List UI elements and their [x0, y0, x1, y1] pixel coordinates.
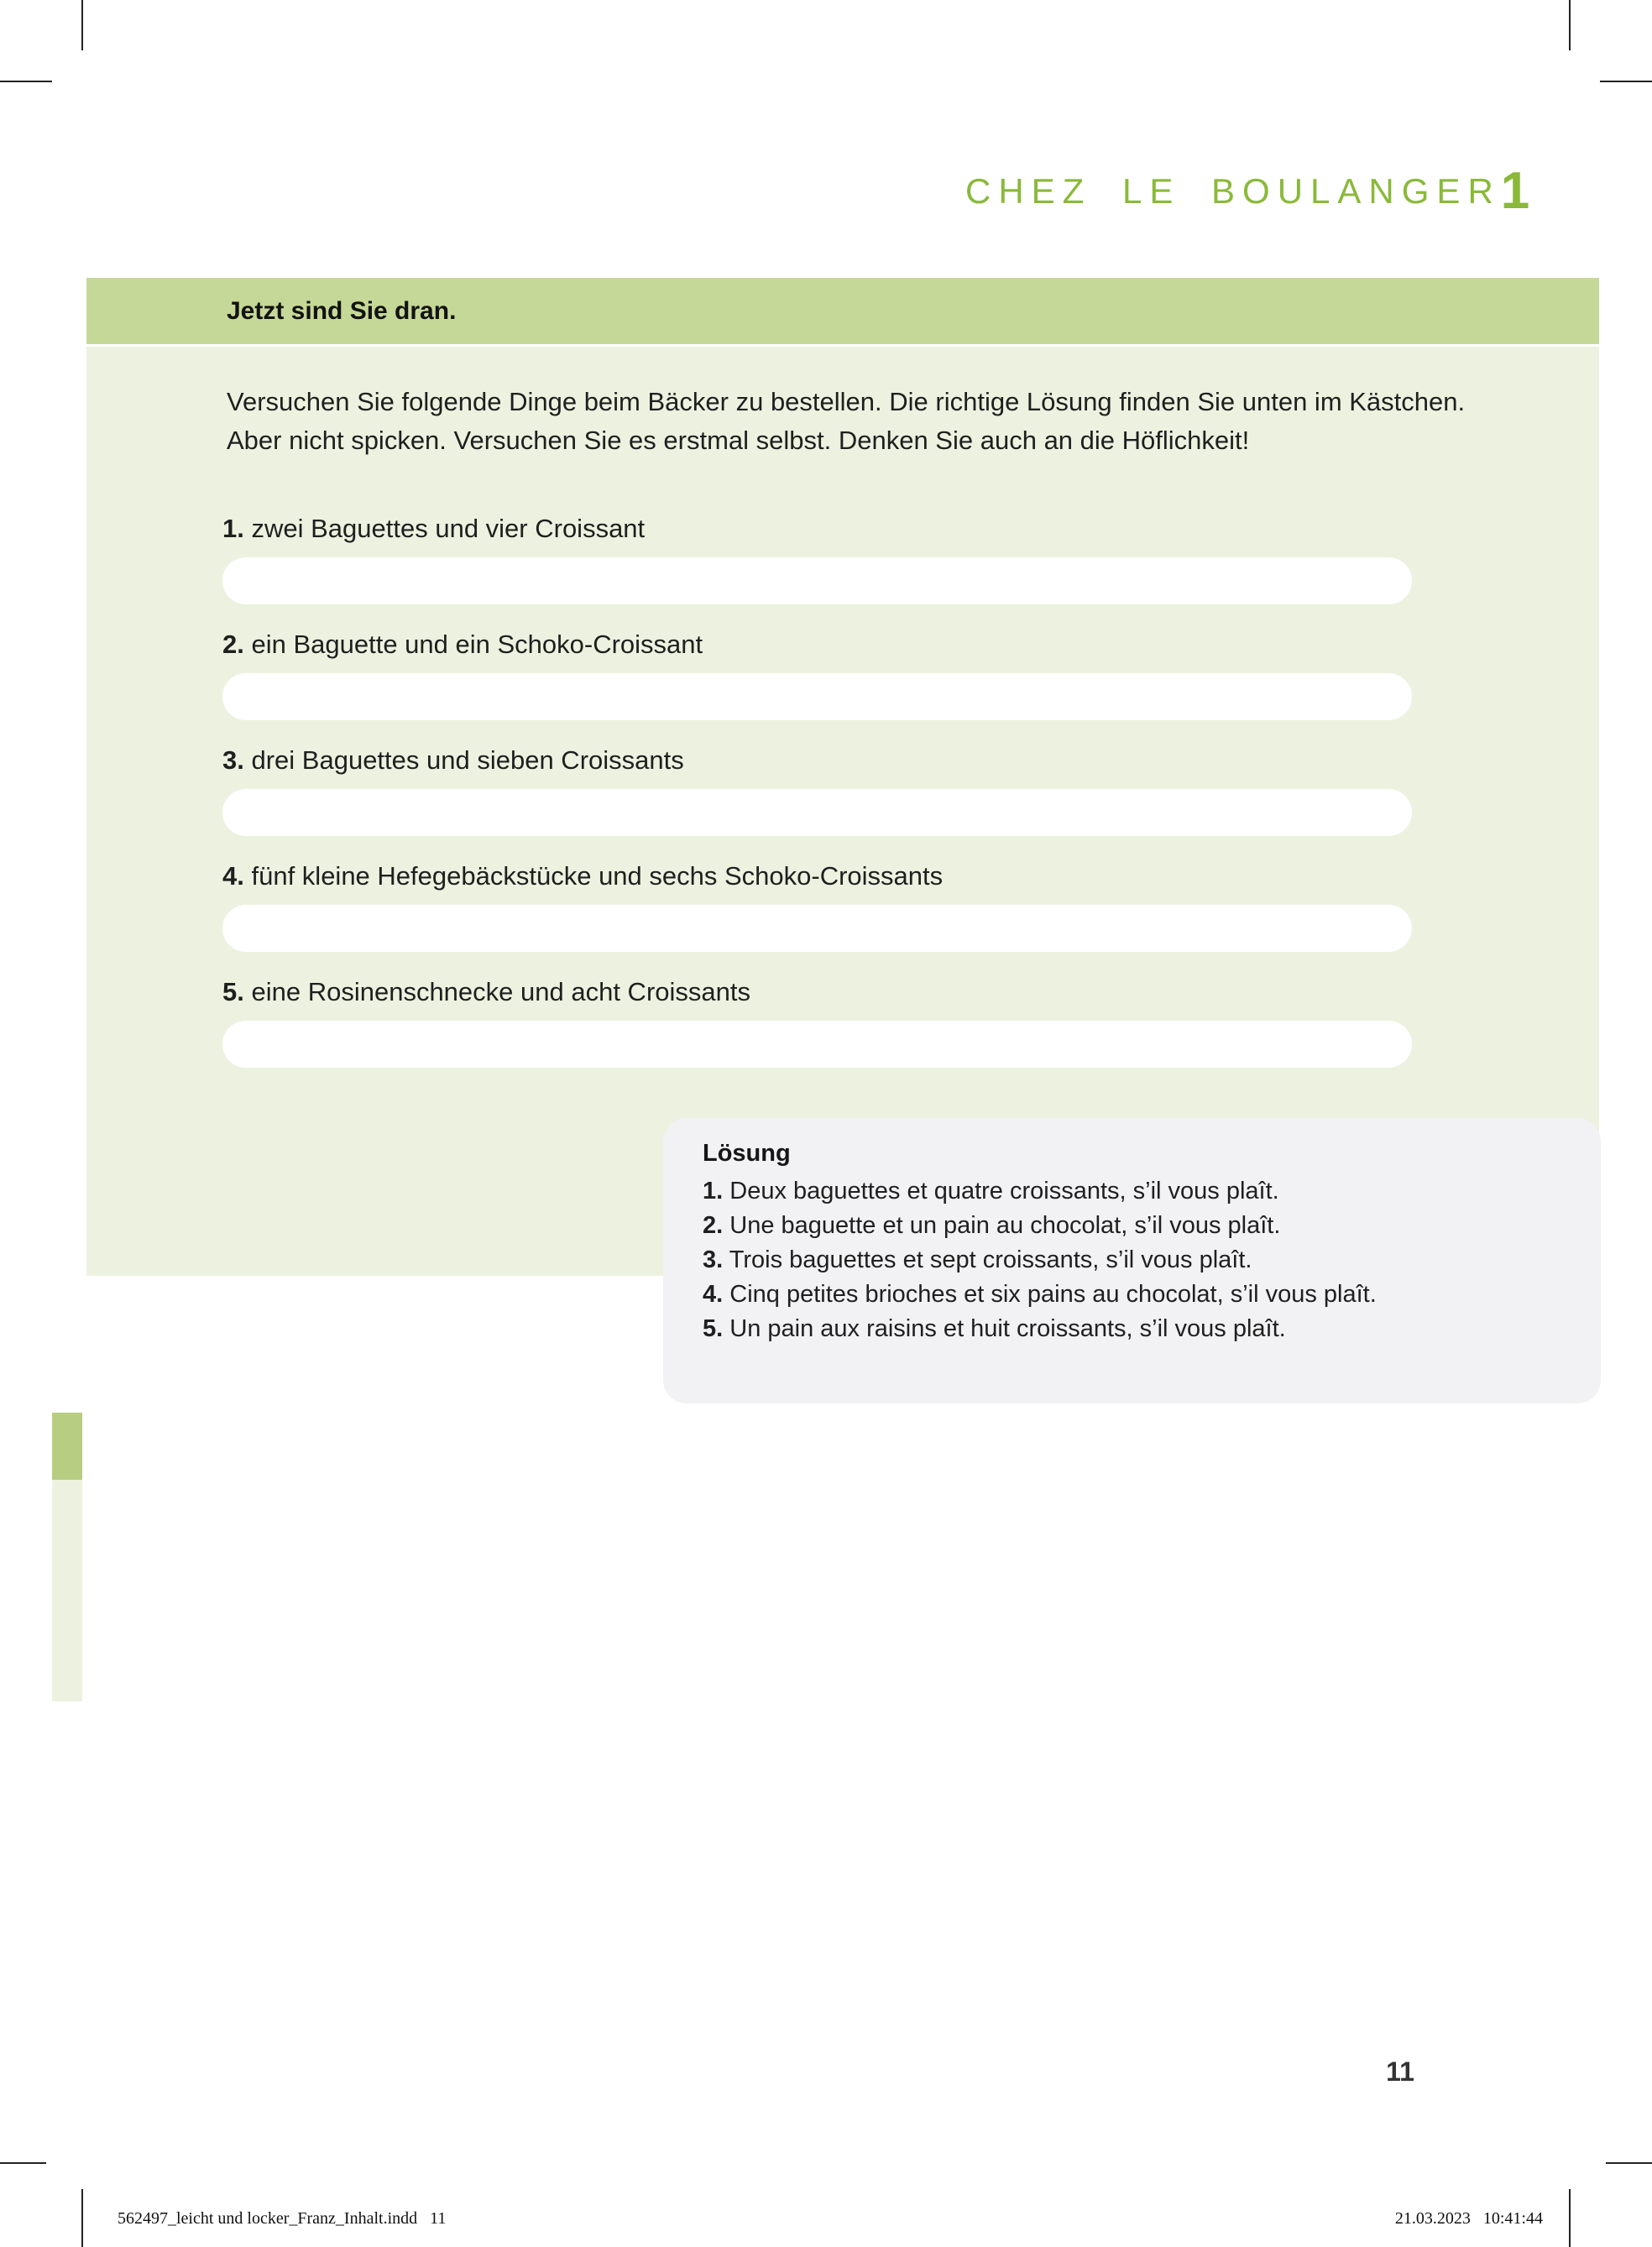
chapter-tab-light — [52, 1480, 82, 1701]
item-label — [222, 860, 1414, 893]
item-number: 2. — [222, 630, 244, 659]
exercise-item — [222, 860, 1414, 952]
item-number: 4. — [222, 861, 244, 891]
solution-number: 3. — [703, 1246, 724, 1273]
solution-text: Un pain aux raisins et huit croissants, s’il vous plaît. — [729, 1315, 1286, 1342]
item-label — [222, 512, 1414, 546]
item-label — [222, 975, 1414, 1009]
item-label — [222, 628, 1414, 661]
solution-text: Deux baguettes et quatre croissants, s’il vous plaît. — [729, 1178, 1279, 1204]
solution-title: Lösung — [703, 1140, 791, 1167]
page-number: 11 — [1386, 2056, 1414, 2087]
exercise-header-title: Jetzt sind Sie dran. — [227, 296, 457, 325]
answer-field-2[interactable] — [222, 673, 1412, 720]
crop-mark-top-left-horizontal — [0, 81, 52, 82]
chapter-tab-dark — [52, 1413, 82, 1480]
crop-mark-top-right-horizontal — [1600, 81, 1652, 82]
footer-file-info: 562497_leicht und locker_Franz_Inhalt.indd 11 — [118, 2209, 447, 2228]
item-text: ein Baguette und ein Schoko-Croissant — [251, 630, 703, 659]
item-number: 3. — [222, 745, 244, 775]
chapter-title: CHEZ LE BOULANGER — [965, 171, 1501, 211]
solution-text: Une baguette et un pain au chocolat, s’il vous plaît. — [729, 1212, 1281, 1239]
exercise-item — [222, 512, 1414, 604]
exercise-items — [222, 512, 1414, 1091]
answer-field-5[interactable] — [222, 1021, 1412, 1068]
crop-mark-bottom-right-vertical — [1569, 2189, 1571, 2247]
item-label — [222, 744, 1414, 777]
solution-line — [703, 1278, 1576, 1312]
exercise-item — [222, 744, 1414, 836]
item-number: 5. — [222, 977, 244, 1006]
crop-mark-bottom-right-horizontal — [1606, 2162, 1652, 2164]
solution-number: 1. — [703, 1178, 724, 1204]
chapter-heading — [965, 161, 1530, 222]
crop-mark-bottom-left-vertical — [81, 2189, 83, 2247]
answer-field-1[interactable] — [222, 557, 1412, 604]
solution-line — [703, 1312, 1576, 1346]
item-text: drei Baguettes und sieben Croissants — [251, 745, 684, 775]
solution-line — [703, 1174, 1576, 1209]
solution-line — [703, 1243, 1576, 1278]
crop-mark-top-left-vertical — [81, 0, 83, 50]
item-text: fünf kleine Hefegebäckstücke und sechs Schoko-Croissants — [251, 861, 944, 891]
solution-line — [703, 1209, 1576, 1243]
solution-box — [663, 1118, 1601, 1403]
item-number: 1. — [222, 514, 244, 543]
solution-number: 5. — [703, 1315, 724, 1342]
answer-field-3[interactable] — [222, 789, 1412, 836]
exercise-item — [222, 975, 1414, 1068]
footer-timestamp: 21.03.2023 10:41:44 — [1394, 2209, 1543, 2228]
item-text: zwei Baguettes und vier Croissant — [251, 514, 646, 543]
solution-number: 2. — [703, 1212, 724, 1239]
exercise-item — [222, 628, 1414, 720]
exercise-header-bar — [86, 278, 1599, 344]
crop-mark-bottom-left-horizontal — [0, 2162, 46, 2164]
chapter-number: 1 — [1500, 162, 1530, 220]
solution-number: 4. — [703, 1281, 724, 1308]
solution-text: Trois baguettes et sept croissants, s’il vous plaît. — [729, 1246, 1252, 1273]
item-text: eine Rosinenschnecke und acht Croissants — [251, 977, 750, 1006]
exercise-instructions: Versuchen Sie folgende Dinge beim Bäcker zu bestellen. Die richtige Lösung finden Sie unten im Kästchen. Aber nicht spicken. Versuchen Sie es erstmal selbst. Denken Sie auch an die Höflichkeit! — [227, 387, 1466, 455]
solution-text: Cinq petites brioches et six pains au chocolat, s’il vous plaît. — [729, 1281, 1377, 1308]
crop-mark-top-right-vertical — [1569, 0, 1571, 50]
answer-field-4[interactable] — [222, 905, 1412, 952]
